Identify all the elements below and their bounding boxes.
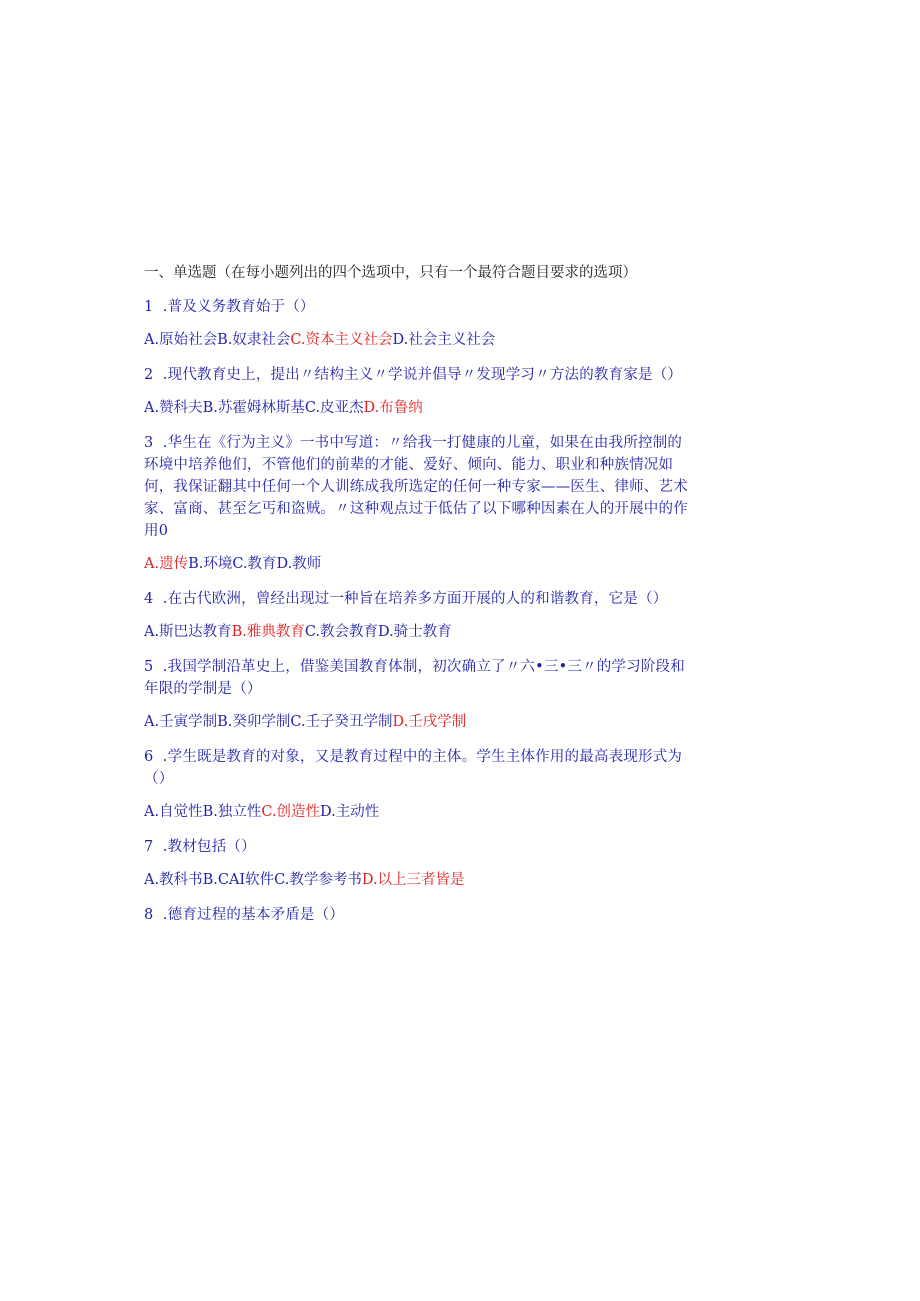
question-list — [144, 296, 689, 926]
answer-option: C.教会教育 — [304, 624, 379, 640]
answer-options — [144, 397, 689, 419]
answer-option: A.赞科夫 — [144, 400, 203, 416]
question-number: 8 — [144, 907, 154, 923]
answer-option: A.原始社会 — [144, 332, 218, 348]
answer-option: A.遗传 — [144, 556, 189, 572]
answer-option: D.教师 — [276, 556, 322, 572]
question-stem — [144, 296, 689, 318]
answer-option: C.创造性 — [261, 804, 321, 820]
answer-option: B.苏霍姆林斯基 — [202, 400, 305, 416]
question-number: 3 — [144, 435, 154, 451]
answer-options — [144, 329, 689, 351]
question-text: .学生既是教育的对象，又是教育过程中的主体。学生主体作用的最高表现形式为（） — [144, 749, 683, 787]
answer-option: D.布鲁纳 — [363, 400, 423, 416]
answer-options — [144, 711, 689, 733]
answer-option: B.雅典教育 — [231, 624, 305, 640]
answer-option: A.斯巴达教育 — [144, 624, 232, 640]
section-title: 一、单选题（在每小题列出的四个选项中，只有一个最符合题目要求的选项） — [144, 265, 637, 281]
question-block — [144, 656, 689, 733]
question-number: 4 — [144, 591, 154, 607]
question-number: 1 — [144, 299, 154, 315]
answer-option: D.社会主义社会 — [392, 332, 496, 348]
answer-option: B.癸卯学制 — [217, 714, 291, 730]
question-text: .普及义务教育始于（） — [158, 299, 315, 315]
answer-option: C.教学参考书 — [274, 872, 362, 888]
answer-option: D.以上三者皆是 — [361, 872, 465, 888]
answer-option: C.教育 — [232, 556, 277, 572]
question-text: .德育过程的基本矛盾是（） — [158, 907, 345, 923]
answer-option: B.CAI软件 — [202, 872, 275, 888]
answer-options — [144, 621, 689, 643]
answer-option: D.主动性 — [320, 804, 380, 820]
question-text: .在古代欧洲，曾经出现过一种旨在培养多方面开展的人的和谐教育，它是（） — [158, 591, 668, 607]
answer-option: A.壬寅学制 — [144, 714, 218, 730]
answer-options — [144, 869, 689, 891]
answer-option: D.骑士教育 — [378, 624, 452, 640]
question-number: 6 — [144, 749, 154, 765]
answer-option: C.壬子癸丑学制 — [290, 714, 393, 730]
question-stem — [144, 588, 689, 610]
question-block — [144, 588, 689, 643]
question-stem — [144, 746, 689, 790]
question-block — [144, 432, 689, 575]
answer-option: A.自觉性 — [144, 804, 203, 820]
question-text: .现代教育史上，提出〃结构主义〃学说并倡导〃发现学习〃方法的教育家是（） — [158, 367, 683, 383]
answer-option: C.资本主义社会 — [290, 332, 393, 348]
answer-option: D.壬戌学制 — [392, 714, 467, 730]
answer-option: B.环境 — [188, 556, 233, 572]
answer-option: C.皮亚杰 — [304, 400, 364, 416]
question-number: 5 — [144, 659, 154, 675]
question-text: .我国学制沿革史上，借鉴美国教育体制，初次确立了〃六•三•三〃的学习阶段和年限的学制是（） — [144, 659, 685, 697]
question-block — [144, 836, 689, 891]
exam-content — [144, 262, 689, 926]
question-block — [144, 746, 689, 823]
question-stem — [144, 904, 689, 926]
answer-options — [144, 801, 689, 823]
question-text: .华生在《行为主义》一书中写道：〃给我一打健康的儿童，如果在由我所控制的环境中培养他们，不管他们的前辈的才能、爱好、倾向、能力、职业和种族情况如何，我保证翻其中任何一个人训练成我所选定的任何一种专家——医生、律师、艺术家、富商、甚至乞丐和盗贼。〃这种观点过于低估了以下哪种因素在人的开展中的作用0 — [144, 435, 688, 539]
answer-option: A.教科书 — [144, 872, 203, 888]
answer-option: B.奴隶社会 — [217, 332, 291, 348]
question-stem — [144, 364, 689, 386]
question-stem — [144, 432, 689, 542]
question-number: 2 — [144, 367, 154, 383]
question-stem — [144, 836, 689, 858]
question-block — [144, 904, 689, 926]
question-block — [144, 296, 689, 351]
question-block — [144, 364, 689, 419]
question-text: .教材包括（） — [158, 839, 256, 855]
answer-options — [144, 553, 689, 575]
question-stem — [144, 656, 689, 700]
question-number: 7 — [144, 839, 154, 855]
answer-option: B.独立性 — [202, 804, 262, 820]
